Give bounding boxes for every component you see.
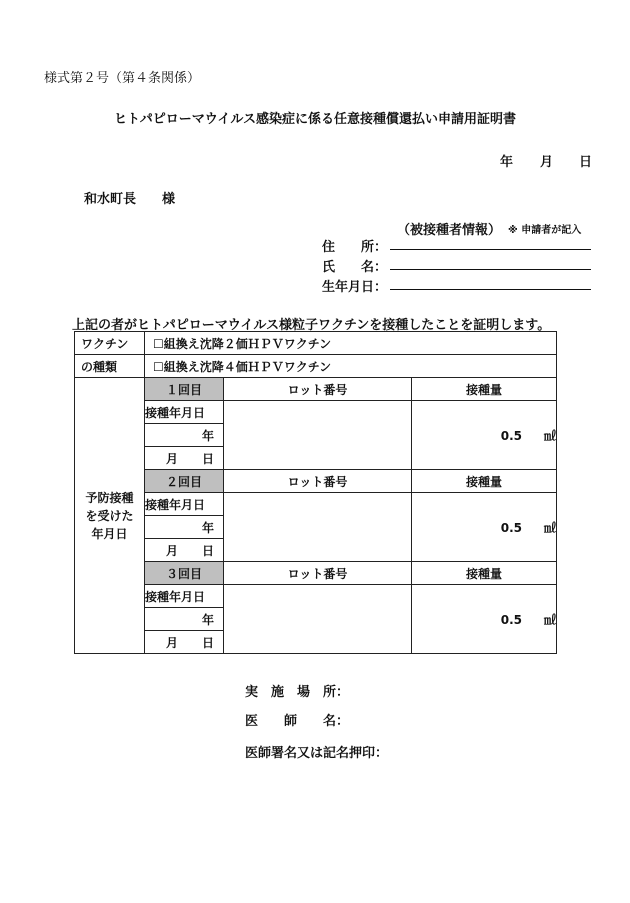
vaccination-date-label-line3: 年月日 bbox=[91, 526, 128, 541]
dose-unit-2: ㎖ bbox=[543, 520, 556, 535]
day-char-1: 日 bbox=[201, 451, 214, 466]
dose-amount-cell-1 bbox=[412, 401, 557, 470]
address-label: 住 所： bbox=[322, 240, 388, 255]
vaccination-date-label-line2: を受けた bbox=[85, 508, 134, 523]
vaccination-date-label-line1: 予防接種 bbox=[85, 490, 134, 505]
applicant-info-heading: （被接種者情報） bbox=[397, 223, 502, 238]
dose-amount-3: 0.5 bbox=[500, 612, 522, 627]
dose-1-label: １回目 bbox=[145, 378, 224, 401]
lot-number-header-1: ロット番号 bbox=[224, 378, 412, 401]
year-cell-1[interactable] bbox=[145, 424, 224, 447]
applicant-info-note: ※ 申請者が記入 bbox=[508, 225, 582, 236]
year-char-2: 年 bbox=[201, 520, 214, 535]
address-field-line[interactable] bbox=[390, 249, 591, 250]
vaccination-date-label-1: 接種年月日 bbox=[145, 401, 224, 424]
dose-2-label: ２回目 bbox=[145, 470, 224, 493]
month-char-2: 月 bbox=[166, 543, 179, 558]
form-number: 様式第２号（第４条関係） bbox=[44, 71, 201, 86]
vaccination-date-label-2: 接種年月日 bbox=[145, 493, 224, 516]
vaccine-type-label-line1: ワクチン bbox=[81, 336, 129, 351]
month-day-cell-2[interactable] bbox=[145, 539, 224, 562]
addressee-honorific: 様 bbox=[162, 192, 176, 207]
birthdate-field-line[interactable] bbox=[390, 289, 591, 290]
date-day-label: 日 bbox=[579, 155, 593, 170]
month-day-cell-3[interactable] bbox=[145, 631, 224, 654]
lot-number-header-3: ロット番号 bbox=[224, 562, 412, 585]
lot-number-cell-3[interactable] bbox=[224, 585, 412, 654]
dose-amount-1: 0.5 bbox=[500, 428, 522, 443]
vaccination-date-label bbox=[75, 378, 145, 654]
date-month-label: 月 bbox=[540, 155, 554, 170]
day-char-3: 日 bbox=[201, 635, 214, 650]
dose-amount-header-1: 接種量 bbox=[412, 378, 557, 401]
birthdate-label: 生年月日： bbox=[322, 280, 388, 295]
vaccine-type-label-line2: の種類 bbox=[81, 359, 118, 374]
year-cell-2[interactable] bbox=[145, 516, 224, 539]
lot-number-cell-1[interactable] bbox=[224, 401, 412, 470]
month-char-3: 月 bbox=[166, 635, 179, 650]
vaccine-type-label-top bbox=[75, 332, 145, 355]
month-char-1: 月 bbox=[166, 451, 179, 466]
dose-amount-cell-3 bbox=[412, 585, 557, 654]
addressee-name: 和水町長 bbox=[84, 192, 137, 207]
year-cell-3[interactable] bbox=[145, 608, 224, 631]
dose-unit-1: ㎖ bbox=[543, 428, 556, 443]
dose-amount-2: 0.5 bbox=[500, 520, 522, 535]
vaccine-option-bivalent[interactable]: ☐組換え沈降２価ＨＰＶワクチン bbox=[145, 332, 557, 355]
day-char-2: 日 bbox=[201, 543, 214, 558]
certification-statement: 上記の者がヒトパピローマウイルス様粒子ワクチンを接種したことを証明します。 bbox=[72, 318, 551, 333]
year-char-1: 年 bbox=[201, 428, 214, 443]
doctor-name-label: 医 師 名： bbox=[245, 714, 350, 729]
document-title: ヒトパピローマウイルス感染症に係る任意接種償還払い申請用証明書 bbox=[114, 112, 516, 127]
dose-amount-header-3: 接種量 bbox=[412, 562, 557, 585]
dose-amount-cell-2 bbox=[412, 493, 557, 562]
vaccine-type-label-bottom bbox=[75, 355, 145, 378]
lot-number-header-2: ロット番号 bbox=[224, 470, 412, 493]
doctor-signature-label: 医師署名又は記名押印： bbox=[245, 746, 389, 761]
dose-amount-header-2: 接種量 bbox=[412, 470, 557, 493]
year-char-3: 年 bbox=[201, 612, 214, 627]
implementation-place-label: 実 施 場 所： bbox=[245, 685, 350, 700]
vaccination-date-label-3: 接種年月日 bbox=[145, 585, 224, 608]
dose-unit-3: ㎖ bbox=[543, 612, 556, 627]
vaccine-option-quadrivalent[interactable]: ☐組換え沈降４価ＨＰＶワクチン bbox=[145, 355, 557, 378]
month-day-cell-1[interactable] bbox=[145, 447, 224, 470]
lot-number-cell-2[interactable] bbox=[224, 493, 412, 562]
name-field-line[interactable] bbox=[390, 269, 591, 270]
date-year-label: 年 bbox=[500, 155, 514, 170]
dose-3-label: ３回目 bbox=[145, 562, 224, 585]
name-label: 氏 名： bbox=[322, 260, 388, 275]
vaccination-table bbox=[74, 331, 557, 654]
